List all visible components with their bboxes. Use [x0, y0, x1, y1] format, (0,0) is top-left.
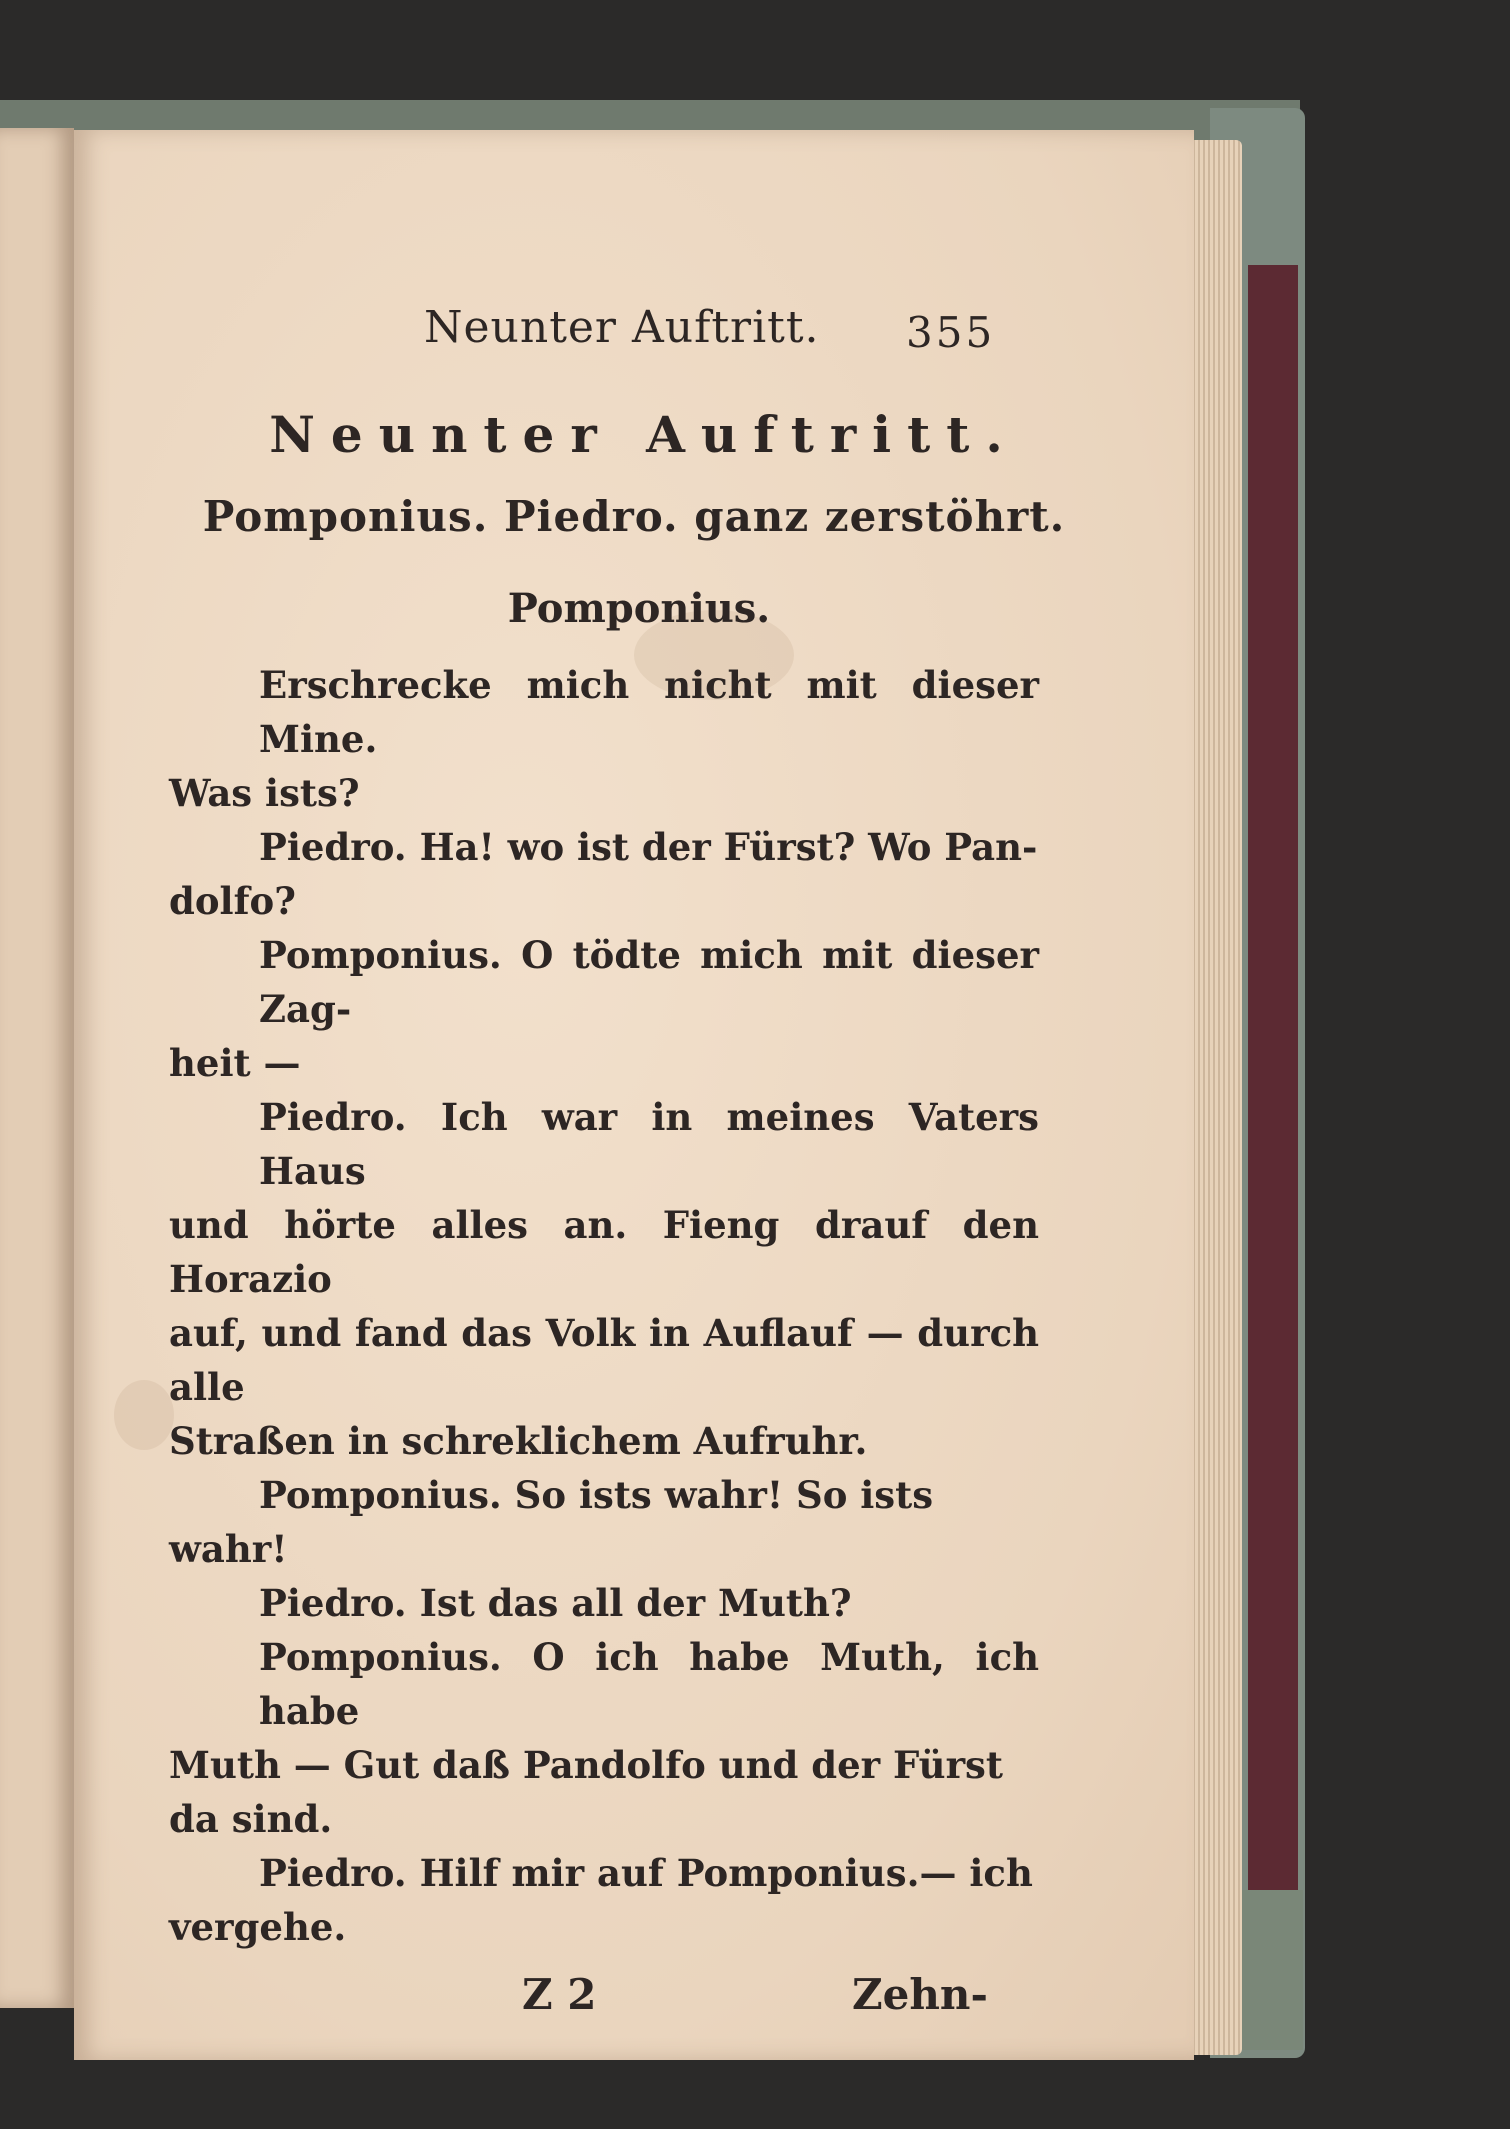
persons-line: Pomponius. Piedro. ganz zerstöhrt.: [202, 492, 1066, 541]
paragraph: [169, 1090, 1039, 1468]
paragraph: [169, 1630, 1039, 1846]
text-line: Erschrecke mich nicht mit dieser Mine.: [259, 663, 1039, 761]
catchword: Zehn-: [852, 1970, 988, 2019]
dialogue-block: [169, 658, 1039, 1954]
text-line: Piedro. Ist das all der Muth?: [259, 1581, 852, 1625]
text-line: Pomponius. O ich habe Muth, ich habe: [259, 1635, 1039, 1733]
paragraph: [169, 820, 1039, 928]
text-line: wahr!: [169, 1527, 288, 1571]
left-page: [0, 128, 74, 2008]
book-page: [74, 130, 1194, 2060]
running-title: Neunter Auftritt.: [424, 302, 820, 353]
text-line: Muth — Gut daß Pandolfo und der Fürst: [169, 1743, 1003, 1787]
text-line: dolfo?: [169, 879, 296, 923]
text-line: und hörte alles an. Fieng drauf den Horazio: [169, 1203, 1039, 1301]
text-line: Piedro. Hilf mir auf Pomponius.— ich: [259, 1851, 1033, 1895]
text-line: Straßen in schreklichem Aufruhr.: [169, 1419, 868, 1463]
text-line: Piedro. Ich war in meines Vaters Haus: [259, 1095, 1039, 1193]
signature-mark: Z 2: [522, 1970, 597, 2019]
paragraph: [169, 1576, 1039, 1630]
text-line: Pomponius. O tödte mich mit dieser Zag-: [259, 933, 1039, 1031]
text-line: auf, und fand das Volk in Auflauf — durch alle: [169, 1311, 1039, 1409]
paragraph: [169, 1846, 1039, 1954]
text-line: Pomponius. So ists wahr! So ists: [259, 1473, 934, 1517]
speaker-heading: Pomponius.: [507, 585, 771, 632]
paper-stain: [114, 1380, 174, 1450]
paragraph: [169, 928, 1039, 1090]
book-leather-binding: [1248, 265, 1298, 1890]
text-line: Piedro. Ha! wo ist der Fürst? Wo Pan-: [259, 825, 1038, 869]
paragraph: [169, 658, 1039, 820]
running-head: [74, 302, 1194, 362]
text-line: Was ists?: [169, 771, 360, 815]
scene-heading: Neunter Auftritt.: [269, 405, 1019, 464]
page-number: 355: [906, 308, 996, 357]
paragraph: [169, 1468, 1039, 1576]
text-line: vergehe.: [169, 1905, 347, 1949]
text-line: da sind.: [169, 1797, 333, 1841]
text-line: heit —: [169, 1041, 301, 1085]
